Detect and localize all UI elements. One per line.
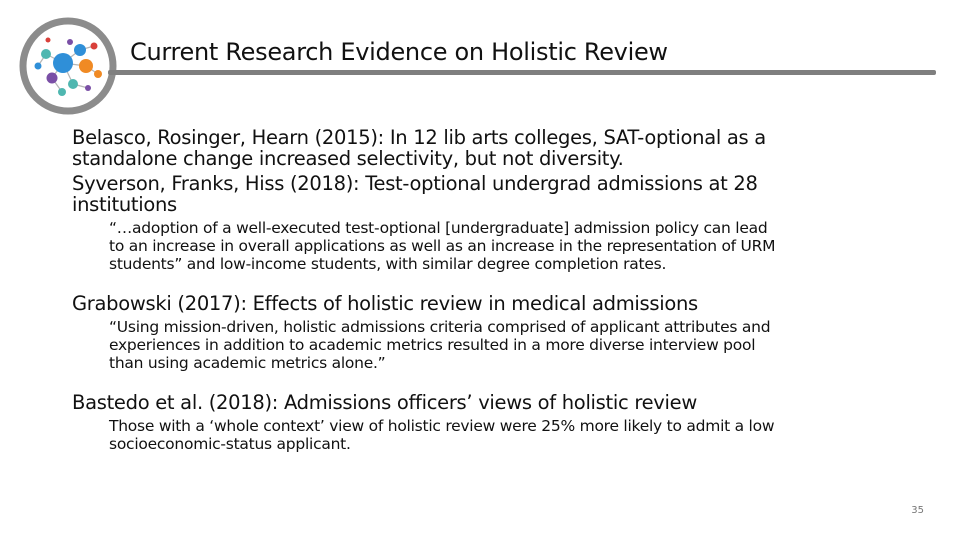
detail-line: experiences in addition to academic metrics resulted in a more diverse interview pool — [109, 336, 756, 354]
slide-body — [72, 127, 932, 453]
detail-line: “…adoption of a well-executed test-optional [undergraduate] admission policy can lead — [109, 219, 768, 237]
heading-line: Belasco, Rosinger, Hearn (2015): In 12 lib arts colleges, SAT-optional as a — [72, 126, 766, 149]
heading-line: institutions — [72, 193, 177, 216]
heading-line: Bastedo et al. (2018): Admissions officers’ views of holistic review — [72, 391, 698, 414]
heading-line: Syverson, Franks, Hiss (2018): Test-optional undergrad admissions at 28 — [72, 172, 758, 195]
entry-grabowski-heading — [72, 293, 932, 314]
heading-line: standalone change increased selectivity, but not diversity. — [72, 147, 624, 170]
detail-line: Those with a ‘whole context’ view of holistic review were 25% more likely to admit a low — [109, 417, 775, 435]
detail-line: “Using mission-driven, holistic admissions criteria comprised of applicant attributes and — [109, 318, 771, 336]
entry-bastedo-detail — [109, 417, 932, 453]
detail-line: than using academic metrics alone.” — [109, 354, 386, 372]
entry-bastedo-heading — [72, 392, 932, 413]
slide-title: Current Research Evidence on Holistic Review — [130, 38, 668, 66]
detail-line: socioeconomic-status applicant. — [109, 435, 351, 453]
detail-line: to an increase in overall applications as well as an increase in the representation of URM — [109, 237, 776, 255]
entry-grabowski-detail — [109, 318, 932, 372]
detail-line: students” and low-income students, with similar degree completion rates. — [109, 255, 667, 273]
heading-line: Grabowski (2017): Effects of holistic review in medical admissions — [72, 292, 698, 315]
slide-number: 35 — [911, 505, 924, 516]
network-logo-icon — [18, 16, 118, 116]
entry-belasco-heading — [72, 127, 932, 169]
title-underline — [108, 70, 936, 75]
entry-syverson-heading — [72, 173, 932, 215]
entry-syverson-detail — [109, 219, 932, 273]
